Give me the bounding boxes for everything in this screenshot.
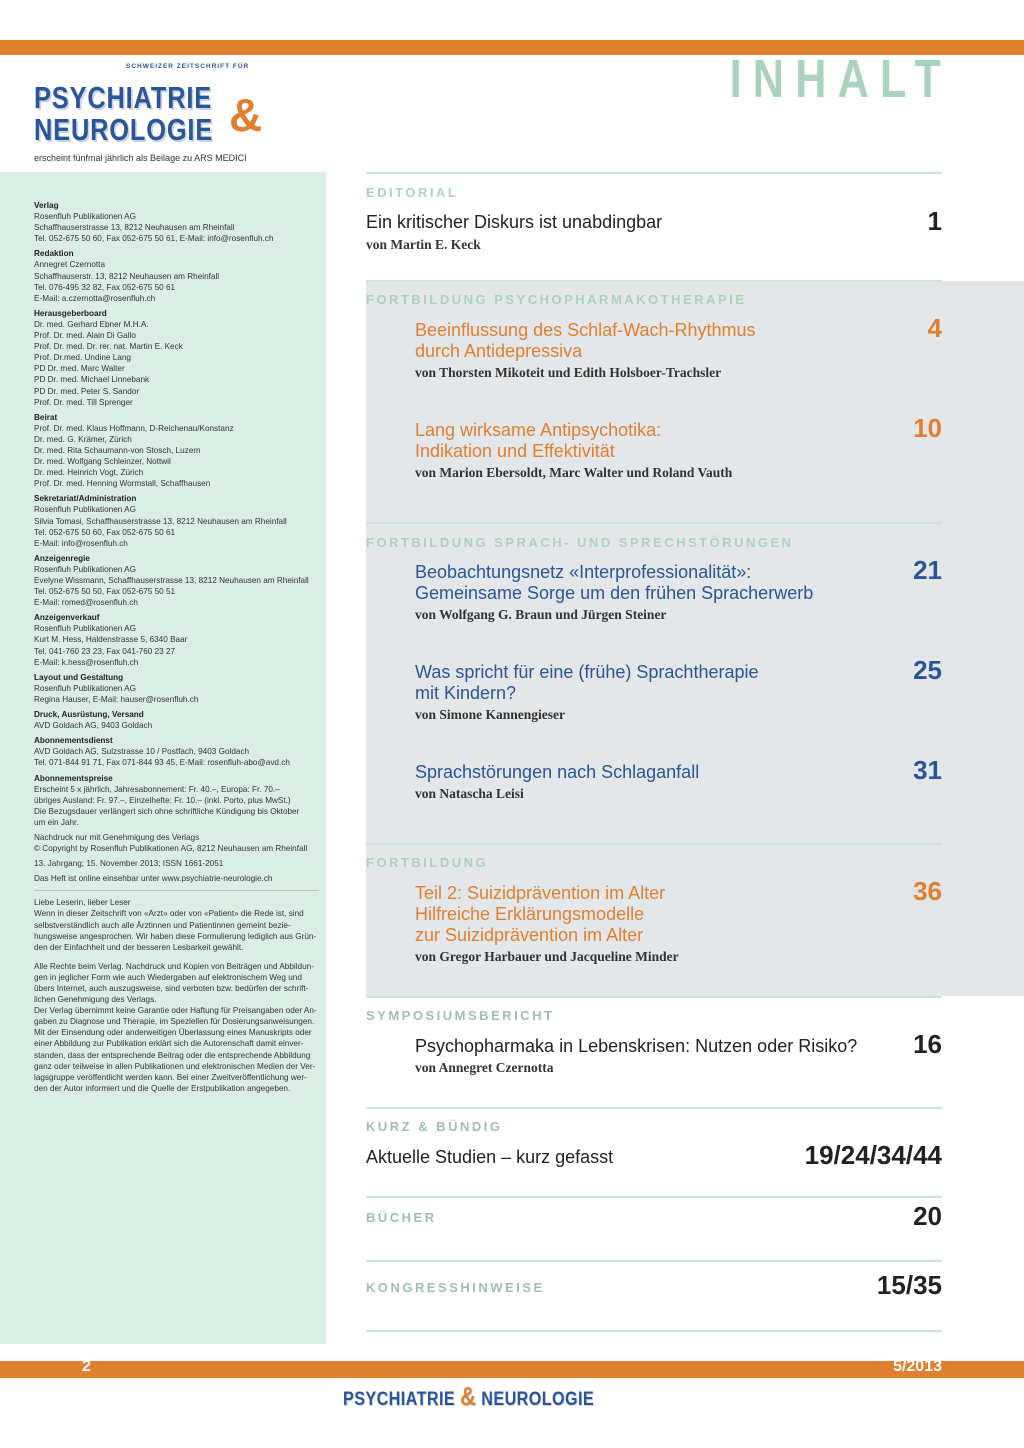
page-number: 2: [82, 1358, 91, 1375]
section-divider: [366, 522, 942, 524]
toc-entry-author: von Natascha Leisi: [415, 786, 524, 801]
toc-entry-page[interactable]: 10: [913, 413, 942, 443]
imprint-line: Dr. med. Gerhard Ebner M.H.A.: [34, 319, 149, 329]
imprint-issue-line: 13. Jahrgang; 15. November 2013; ISSN 1661-2051: [34, 859, 224, 869]
imprint-line: AVD Goldach AG, Sulzstrasse 10 / Postfach, 9403 Goldach: [34, 747, 250, 757]
imprint-line: Regina Hauser, E-Mail: hauser@rosenfluh.ch: [34, 694, 199, 704]
footer-title-left: PSYCHIATRIE: [343, 1389, 456, 1410]
toc-entry-author: von Annegret Czernotta: [415, 1060, 554, 1075]
imprint-line: Evelyne Wissmann, Schaffhauserstrasse 13, 8212 Neuhausen am Rheinfall: [34, 576, 309, 585]
imprint-line: E-Mail: romed@rosenfluh.ch: [34, 598, 138, 608]
toc-entry-author: von Simone Kannengieser: [415, 707, 566, 722]
title-line: Gemeinsame Sorge um den frühen Spracherwerb: [415, 583, 814, 603]
imprint-rights-note: ganz oder teilweise in allen Publikationen und elektronischen Medien der Ver-: [34, 1061, 316, 1071]
title-line: mit Kindern?: [415, 683, 517, 703]
imprint-line: Prof. Dr. med. Till Sprenger: [34, 397, 133, 407]
imprint-line: E-Mail: info@rosenfluh.ch: [34, 538, 128, 548]
toc-entry-page[interactable]: 15/35: [876, 1270, 942, 1300]
imprint-heading: Redaktion: [34, 249, 74, 259]
imprint-line: Tel. 052-675 50 50, Fax 052-675 50 51: [34, 587, 176, 597]
imprint-heading: Anzeigenregie: [34, 553, 90, 563]
toc-entry-author: von Thorsten Mikoteit und Edith Holsboer-Trachsler: [415, 365, 722, 380]
imprint-line: AVD Goldach AG, 9403 Goldach: [34, 721, 153, 731]
imprint-line: PD Dr. med. Michael Linnebank: [34, 375, 150, 385]
toc-entry-page[interactable]: 20: [913, 1201, 942, 1231]
imprint-line: Tel. 052-675 50 60, Fax 052-675 50 61, E-Mail: info@rosenfluh.ch: [34, 234, 274, 244]
imprint-line: Rosenfluh Publikationen AG: [34, 212, 136, 222]
toc-entry-page[interactable]: 16: [913, 1029, 942, 1059]
footer-title-right: NEUROLOGIE: [481, 1389, 595, 1410]
section-divider: [366, 280, 942, 282]
imprint-line: Dr. med. G. Krämer, Zürich: [34, 434, 132, 444]
imprint-line: Tel. 052-675 50 60, Fax 052-675 50 61: [34, 527, 176, 537]
imprint-line: übriges Ausland: Fr. 97.–, Einzelhefte: Fr. 10.– (inkl. Porto, plus MwSt.): [34, 795, 291, 805]
toc-entry-title[interactable]: Aktuelle Studien – kurz gefasst: [366, 1147, 614, 1167]
imprint-rights-note: lichen Genehmigung des Verlags.: [34, 995, 157, 1005]
imprint-line: Prof. Dr. med. Henning Wormstall, Schaffhausen: [34, 479, 211, 489]
footer-ampersand: &: [459, 1381, 477, 1411]
title-line: durch Antidepressiva: [415, 341, 583, 361]
imprint-reader-note: Wenn in dieser Zeitschrift von «Arzt» oder von «Patient» die Rede ist, sind: [34, 909, 304, 919]
section-label-buecher: BÜCHER: [366, 1210, 437, 1225]
toc-entry-title[interactable]: Psychopharmaka in Lebenskrisen: Nutzen oder Risiko?: [415, 1036, 858, 1056]
section-divider: [366, 843, 942, 845]
imprint-rights-note: einer Abbildung zur Publikation erklärt sich die Autorenschaft damit einver-: [34, 1039, 304, 1049]
imprint-line: Prof. Dr.med. Undine Lang: [34, 353, 131, 363]
imprint-online-line: Das Heft ist online einsehbar unter www.psychiatrie-neurologie.ch: [34, 874, 273, 884]
bottom-orange-bar: [0, 1361, 1024, 1378]
imprint-rights-note: gaben zu Diagnose und Therapie, im Speziellen für Dosierungsanweisungen.: [34, 1017, 315, 1027]
imprint-heading: Layout und Gestaltung: [34, 672, 124, 682]
title-line: zur Suizidprävention im Alter: [415, 925, 644, 945]
section-label-editorial: EDITORIAL: [366, 185, 459, 200]
imprint-line: Dr. med. Heinrich Vogt, Zürich: [34, 468, 144, 478]
imprint-note: © Copyright by Rosenfluh Publikationen AG, 8212 Neuhausen am Rheinfall: [34, 844, 308, 854]
imprint-line: Dr. med. Wolfgang Schleinzer, Nottwil: [34, 457, 171, 467]
imprint-rights-note: den der Autor informiert und die Quelle der Erstpublikation angegeben.: [34, 1083, 291, 1093]
toc-entry-title[interactable]: [415, 883, 895, 946]
imprint-line: Prof. Dr. med. Klaus Hoffmann, D-Reichenau/Konstanz: [34, 423, 234, 433]
imprint-note: Nachdruck nur mit Genehmigung des Verlags: [34, 832, 200, 842]
title-line: Hilfreiche Erklärungsmodelle: [415, 904, 645, 924]
logo-tagline: SCHWEIZER ZEITSCHRIFT FÜR: [126, 63, 250, 70]
imprint-line: Die Bezugsdauer verlängert sich ohne schriftliche Kündigung bis Oktober: [34, 806, 300, 816]
imprint-line: Schaffhauserstrasse 13, 8212 Neuhausen am Rheinfall: [34, 223, 235, 233]
logo-word-psychiatrie: PSYCHIATRIE: [34, 80, 213, 115]
imprint-line: Rosenfluh Publikationen AG: [34, 624, 136, 634]
section-label-kongresshinweise: KONGRESSHINWEISE: [366, 1280, 545, 1295]
imprint-line: Prof. Dr. med. Alain Di Gallo: [34, 331, 136, 341]
toc-entry-author: von Wolfgang G. Braun und Jürgen Steiner: [415, 607, 667, 622]
imprint-rights-note: lagsgruppe veröffentlicht werden kann. Bei einer Zweitveröffentlichung wer-: [34, 1072, 307, 1082]
imprint-line: E-Mail: a.czernotta@rosenfluh.ch: [34, 293, 156, 303]
imprint-line: Rosenfluh Publikationen AG: [34, 683, 136, 693]
imprint-line: Annegret Czernotta: [34, 260, 106, 270]
section-divider: [366, 1330, 942, 1332]
toc-entry-page[interactable]: 1: [927, 206, 942, 236]
section-divider: [366, 996, 942, 998]
imprint-line: PD Dr. med. Marc Walter: [34, 364, 125, 374]
imprint-heading: Verlag: [34, 201, 59, 210]
imprint-line: Dr. med. Rita Schaumann-von Stosch, Luzern: [34, 445, 201, 455]
section-label-kurz-buendig: KURZ & BÜNDIG: [366, 1119, 503, 1134]
title-line: Was spricht für eine (frühe) Sprachtherapie: [415, 662, 759, 682]
title-line: Indikation und Effektivität: [415, 441, 615, 461]
toc-entry-title[interactable]: [415, 420, 895, 462]
imprint-line: PD Dr. med. Peter S. Sandor: [34, 386, 140, 396]
toc-entry-page[interactable]: 31: [913, 755, 942, 785]
imprint-heading: Sekretariat/Administration: [34, 494, 137, 504]
imprint-heading: Herausgeberboard: [34, 308, 107, 318]
section-label-sprachstoerungen: FORTBILDUNG SPRACH- UND SPRECHSTÖRUNGEN: [366, 535, 794, 550]
imprint-reader-note: Liebe Leserin, lieber Leser: [34, 898, 131, 908]
imprint-rights-note: gen in jeglicher Form wie auch Wiedergaben auf elektronischem Weg und: [34, 972, 302, 982]
section-divider: [366, 1107, 942, 1109]
toc-entry-title[interactable]: [415, 662, 895, 704]
toc-entry-title[interactable]: Ein kritischer Diskurs ist unabdingbar: [366, 212, 663, 232]
logo-word-neurologie: NEUROLOGIE: [34, 112, 214, 147]
toc-entry-page[interactable]: 19/24/34/44: [804, 1140, 942, 1170]
title-line: Lang wirksame Antipsychotika:: [415, 420, 662, 440]
imprint-heading: Abonnementsdienst: [34, 736, 113, 746]
imprint-line: Rosenfluh Publikationen AG: [34, 564, 136, 574]
imprint-line: E-Mail: k.hess@rosenfluh.ch: [34, 657, 139, 667]
section-divider: [366, 172, 942, 174]
imprint-rights-note: Alle Rechte beim Verlag. Nachdruck und Kopien von Beiträgen und Abbildun-: [34, 961, 314, 971]
imprint-line: Tel. 071-844 91 71, Fax 071-844 93 45, E-Mail: rosenfluh-abo@avd.ch: [34, 758, 290, 768]
toc-entry-title[interactable]: [415, 562, 895, 604]
section-divider: [366, 1260, 942, 1262]
footer-journal-title: [343, 1381, 594, 1412]
imprint-line: Rosenfluh Publikationen AG: [34, 505, 136, 515]
toc-entry-title[interactable]: Sprachstörungen nach Schlaganfall: [415, 762, 700, 782]
imprint-rights-note: Der Verlag übernimmt keine Garantie oder Haftung für Preisangaben oder An-: [34, 1006, 317, 1016]
section-divider: [366, 1196, 942, 1198]
section-label-symposiumsbericht: SYMPOSIUMSBERICHT: [366, 1008, 555, 1023]
section-label-fortbildung: FORTBILDUNG: [366, 855, 489, 870]
imprint-heading: Druck, Ausrüstung, Versand: [34, 710, 144, 720]
title-line: Beeinflussung des Schlaf-Wach-Rhythmus: [415, 320, 756, 340]
page-title: INHALT: [729, 49, 952, 109]
imprint-line: Silvia Tomasi, Schaffhauserstrasse 13, 8212 Neuhausen am Rheinfall: [34, 516, 287, 526]
imprint-heading: Abonnementspreise: [34, 773, 113, 783]
imprint-rights-note: übers Internet, auch auszugsweise, sind verboten bzw. bedürfen der schrift-: [34, 984, 309, 993]
toc-entry-author: von Martin E. Keck: [366, 237, 481, 252]
imprint-line: Tel. 041-760 23 23, Fax 041-760 23 27: [34, 646, 176, 656]
imprint-line: Kurt M. Hess, Haldenstrasse 5, 6340 Baar: [34, 635, 188, 645]
imprint-reader-note: selbstverständlich auch alle Ärztinnen und Patientinnen gemeint bezie-: [34, 920, 291, 930]
toc-entry-page[interactable]: 4: [927, 313, 942, 343]
imprint-heading: Anzeigenverkauf: [34, 613, 100, 623]
issue-number: 5/2013: [893, 1358, 942, 1375]
logo-subtitle: erscheint fünfmal jährlich als Beilage zu ARS MEDICI: [34, 153, 247, 163]
toc-entry-page[interactable]: 21: [913, 555, 942, 585]
imprint-divider: [34, 890, 319, 891]
toc-entry-title[interactable]: [415, 320, 895, 362]
imprint-line: Schaffhauserstr. 13, 8212 Neuhausen am Rheinfall: [34, 271, 220, 281]
imprint-line: Tel. 076-495 32 82, Fax 052-675 50 61: [34, 282, 176, 292]
imprint-rights-note: standen, dass der entsprechende Beitrag oder die entsprechende Abbildung: [34, 1050, 311, 1060]
title-line: Teil 2: Suizidprävention im Alter: [415, 883, 666, 903]
toc-entry-author: von Marion Ebersoldt, Marc Walter und Roland Vauth: [415, 465, 733, 480]
imprint-reader-note: den der Einfachheit und der besseren Lesbarkeit gewählt.: [34, 942, 244, 952]
imprint-line: Erscheint 5 x jährlich, Jahresabonnement: Fr. 40.–, Europa: Fr. 70.–: [34, 784, 280, 794]
toc-entry-page[interactable]: 25: [913, 655, 942, 685]
title-line: Beobachtungsnetz «Interprofessionalität»:: [415, 562, 752, 582]
toc-entry-page[interactable]: 36: [913, 876, 942, 906]
toc-entry-author: von Gregor Harbauer und Jacqueline Minder: [415, 949, 679, 964]
imprint-line: Prof. Dr. med. Dr. rer. nat. Martin E. Keck: [34, 342, 183, 352]
imprint-text: [34, 200, 319, 1094]
imprint-reader-note: hungsweise angesprochen. Wir haben diese Formulierung lediglich aus Grün-: [34, 931, 317, 941]
imprint-rights-note: Mit der Einsendung oder anderweitigen Überlassung eines Manuskripts oder: [34, 1028, 312, 1038]
section-label-psychopharmakotherapie: FORTBILDUNG PSYCHOPHARMAKOTHERAPIE: [366, 292, 747, 307]
logo-ampersand: &: [229, 89, 263, 141]
imprint-line: um ein Jahr.: [34, 817, 79, 827]
imprint-heading: Beirat: [34, 412, 58, 422]
